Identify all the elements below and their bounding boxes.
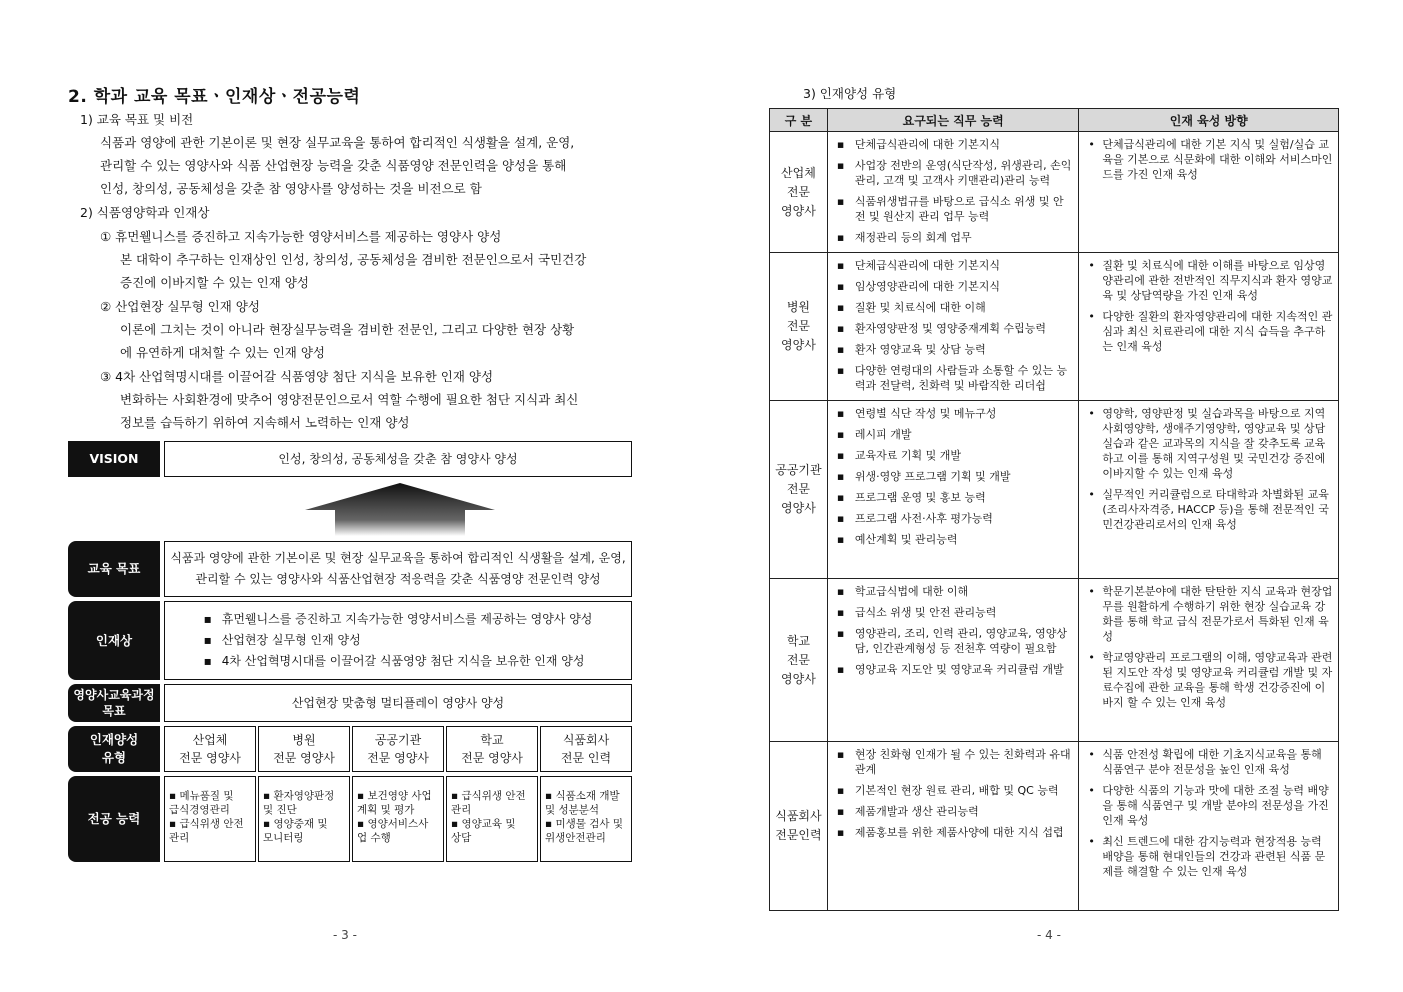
list-item: ▪ 예산계획 및 관리능력 bbox=[833, 532, 1074, 547]
comp-line: ▪ 급식위생 안전 bbox=[169, 818, 244, 830]
type-line: 전문 영양사 bbox=[461, 751, 523, 765]
comp-cell bbox=[540, 776, 632, 862]
comp-line: ▪ 보건영양 사업 bbox=[357, 790, 432, 802]
item-2 bbox=[100, 295, 260, 318]
list-item: ▪ 환자영양판정 및 영양중재계획 수립능력 bbox=[833, 321, 1074, 336]
type-cell bbox=[258, 726, 350, 772]
table-row bbox=[770, 579, 1339, 742]
directions-cell bbox=[1079, 401, 1339, 579]
list-item: ▪ 재정관리 등의 회계 업무 bbox=[833, 230, 1074, 245]
type-line: 전문 인력 bbox=[560, 751, 612, 765]
comp-line: ▪ 미생물 검사 및 bbox=[545, 818, 623, 830]
type-line: 전문 bbox=[786, 319, 811, 333]
comp-line: ▪ 급식위생 안전 bbox=[451, 790, 526, 802]
list-item: • 다양한 질환의 환자영양관리에 대한 지속적인 관심과 최신 치료관리에 대한 지식 습득을 추구하는 인재 육성 bbox=[1084, 309, 1333, 354]
type-line: 전문 영양사 bbox=[367, 751, 429, 765]
sec1-title-block bbox=[80, 108, 193, 131]
list-item: ▪ 연령별 식단 작성 및 메뉴구성 bbox=[833, 406, 1074, 421]
comp-line: 계획 및 평가 bbox=[357, 804, 415, 816]
directions-cell bbox=[1079, 132, 1339, 253]
type-line: 공공기관 bbox=[775, 463, 822, 477]
course-box bbox=[164, 684, 632, 722]
type-line: 식품회사 bbox=[775, 809, 822, 823]
item-2-body bbox=[120, 318, 574, 364]
list-item: • 식품 안전성 확립에 대한 기초지식교육을 통해 식품연구 분야 전문성을 높인 인재 육성 bbox=[1084, 747, 1333, 777]
comp-line: ▪ 식품소재 개발 bbox=[545, 790, 620, 802]
type-line: 전문 영양사 bbox=[179, 751, 241, 765]
type-cell bbox=[770, 401, 828, 579]
header-cell: 요구되는 직무 능력 bbox=[827, 109, 1079, 132]
type-line: 식품회사 bbox=[562, 733, 610, 747]
comp-line: 관리 bbox=[169, 832, 190, 844]
goal-line: 식품과 영양에 관한 기본이론 및 현장 실무교육을 통하여 합리적인 식생활을 설계, 운영, bbox=[170, 551, 626, 565]
page-number: - 4 - bbox=[1037, 928, 1061, 942]
comp-line: 및 성분분석 bbox=[545, 804, 600, 816]
course-label-line: 목표 bbox=[102, 704, 126, 718]
comp-cell bbox=[258, 776, 350, 862]
talent-item: ▪ 4차 산업혁명시대를 이끌어갈 식품영양 첨단 지식을 보유한 인재 양성 bbox=[204, 651, 593, 672]
list-item: ▪ 영양교육 지도안 및 영양교육 커리큘럼 개발 bbox=[833, 662, 1074, 677]
up-arrow-icon bbox=[300, 480, 500, 536]
list-item: ▪ 제품홍보를 위한 제품사양에 대한 지식 섭렵 bbox=[833, 825, 1074, 840]
list-item: ▪ 급식소 위생 및 안전 관리능력 bbox=[833, 605, 1074, 620]
item-line: 변화하는 사회환경에 맞추어 영양전문인으로서 역할 수행에 필요한 첨단 지식과 최신 bbox=[120, 392, 579, 407]
comp-line: 업 수행 bbox=[357, 832, 391, 844]
list-item: • 다양한 식품의 기능과 맛에 대한 조절 능력 배양을 통해 식품연구 및 개발 분야의 전문성을 가진 인재 육성 bbox=[1084, 783, 1333, 828]
list-item: ▪ 다양한 연령대의 사람들과 소통할 수 있는 능력과 전달력, 친화력 및 바람직한 리더쉽 bbox=[833, 363, 1074, 393]
item-1-body bbox=[120, 248, 586, 294]
type-cell bbox=[446, 726, 538, 772]
type-label bbox=[68, 726, 160, 772]
type-line: 전문 영양사 bbox=[273, 751, 335, 765]
type-line: 산업체 bbox=[192, 733, 228, 747]
list-item: • 학교영양관리 프로그램의 이해, 영양교육과 관련된 지도안 작성 및 영양교육 커리큘럼 개발 및 자료수집에 관한 교육을 통해 학생 건강증진에 이바지 할 수 있는 인재 육성 bbox=[1084, 650, 1333, 710]
list-item: • 학문기본분야에 대한 탄탄한 지식 교육과 현장업무를 원활하게 수행하기 위한 현장 실습교육 강화를 통해 학교 급식 전문가로서 특화된 인재 육성 bbox=[1084, 584, 1333, 644]
list-item: ▪ 환자 영양교육 및 상담 능력 bbox=[833, 342, 1074, 357]
directions-cell bbox=[1079, 579, 1339, 742]
table-title: 3) 인재양성 유형 bbox=[803, 86, 897, 101]
type-line: 영양사 bbox=[781, 671, 816, 686]
comp-line: ▪ 메뉴품질 및 bbox=[169, 790, 234, 802]
sec2-title: 2) 식품영양학과 인재상 bbox=[80, 205, 210, 220]
type-cell bbox=[540, 726, 632, 772]
item-line: 본 대학이 추구하는 인재상인 인성, 창의성, 공동체성을 겸비한 전문인으로서 국민건강 bbox=[120, 252, 587, 267]
table-row bbox=[770, 132, 1339, 253]
list-item: ▪ 사업장 전반의 운영(식단작성, 위생관리, 손익관리, 고객 및 고객사 키맨관리)관리 능력 bbox=[833, 158, 1074, 188]
course-label-line: 영양사교육과정 bbox=[73, 688, 155, 702]
course-label bbox=[68, 684, 160, 722]
list-item: ▪ 기본적인 현장 원료 관리, 배합 및 QC 능력 bbox=[833, 783, 1074, 798]
item-title: ③ 4차 산업혁명시대를 이끌어갈 식품영양 첨단 지식을 보유한 인재 양성 bbox=[100, 369, 494, 384]
course-text: 산업현장 맞춤형 멀티플레이 영양사 양성 bbox=[291, 695, 505, 710]
type-line: 전문 bbox=[786, 184, 811, 199]
skills-cell bbox=[827, 253, 1079, 401]
skills-cell bbox=[827, 742, 1079, 911]
header-cell: 인재 육성 방향 bbox=[1079, 109, 1339, 132]
type-line: 학교 bbox=[786, 633, 811, 648]
type-line: 전문 bbox=[786, 652, 811, 667]
talent-box bbox=[164, 601, 632, 680]
list-item: ▪ 프로그램 사전·사후 평가능력 bbox=[833, 511, 1074, 526]
type-line: 산업체 bbox=[781, 165, 816, 180]
list-item: ▪ 프로그램 운영 및 홍보 능력 bbox=[833, 490, 1074, 505]
list-item: • 실무적인 커리큘럼으로 타대학과 차별화된 교육(조리사자격증, HACCP 등)을 통해 전문적인 국민건강관리로서의 인재 육성 bbox=[1084, 487, 1333, 532]
list-item: • 최신 트렌드에 대한 감지능력과 현장적용 능력 배양을 통해 현대인들의 건강과 관련된 식품 문제를 해결할 수 있는 인재 육성 bbox=[1084, 834, 1333, 879]
list-item: • 영양학, 영양판정 및 실습과목을 바탕으로 지역사회영양학, 생애주기영양학, 영양교육 및 상담실습과 같은 교과목의 지식을 잘 갖추도록 교육하고 이를 통해 지역구성원 및 국민건강 증진에 이바지할 수 있는 인재 육성 bbox=[1084, 406, 1333, 481]
comp-line: ▪ 영양교육 및 bbox=[451, 818, 516, 830]
table-row bbox=[770, 742, 1339, 911]
talent-label: 인재상 bbox=[68, 601, 160, 680]
table-row bbox=[770, 253, 1339, 401]
goal-line: 관리할 수 있는 영양사와 식품산업현장 적응력을 갖춘 식품영양 전문인력 양성 bbox=[195, 572, 601, 586]
sec2-title-block bbox=[80, 201, 209, 224]
skills-cell bbox=[827, 401, 1079, 579]
type-line: 병원 bbox=[786, 300, 811, 314]
comp-cell bbox=[164, 776, 256, 862]
list-item: ▪ 제품개발과 생산 관리능력 bbox=[833, 804, 1074, 819]
item-title: ① 휴먼웰니스를 증진하고 지속가능한 영양서비스를 제공하는 영양사 양성 bbox=[100, 229, 502, 244]
comp-line: ▪ 환자영양판정 bbox=[263, 790, 335, 802]
item-3 bbox=[100, 365, 493, 388]
list-item: ▪ 위생·영양 프로그램 기획 및 개발 bbox=[833, 469, 1074, 484]
vision-box bbox=[164, 441, 632, 477]
item-title: ② 산업현장 실무형 인재 양성 bbox=[100, 299, 260, 314]
section-heading: 2. 학과 교육 목표ㆍ인재상ㆍ전공능력 bbox=[68, 87, 361, 107]
talent-type-table bbox=[769, 108, 1339, 911]
type-line: 공공기관 bbox=[374, 733, 422, 747]
directions-cell bbox=[1079, 742, 1339, 911]
item-line: 이론에 그치는 것이 아니라 현장실무능력을 겸비한 전문인, 그리고 다양한 현장 상황 bbox=[120, 322, 575, 337]
header-cell: 구 분 bbox=[770, 109, 828, 132]
talent-item: ▪ 산업현장 실무형 인재 양성 bbox=[204, 630, 593, 651]
sec1-body bbox=[100, 131, 574, 200]
table-header-row bbox=[770, 109, 1339, 132]
sec1-line: 식품과 영양에 관한 기본이론 및 현장 실무교육을 통하여 합리적인 식생활을 설계, 운영, bbox=[100, 135, 575, 150]
item-line: 증진에 이바지할 수 있는 인재 양성 bbox=[120, 275, 309, 290]
list-item: ▪ 단체급식관리에 대한 기본지식 bbox=[833, 258, 1074, 273]
type-line: 전문인력 bbox=[775, 828, 822, 842]
comp-line: ▪ 영양중재 및 bbox=[263, 818, 328, 830]
skills-cell bbox=[827, 132, 1079, 253]
type-line: 학교 bbox=[480, 733, 504, 747]
type-cell bbox=[770, 742, 828, 911]
sec1-title: 1) 교육 목표 및 비전 bbox=[80, 112, 194, 127]
skills-cell bbox=[827, 579, 1079, 742]
type-cell bbox=[164, 726, 256, 772]
type-line: 병원 bbox=[292, 733, 316, 747]
vision-label: VISION bbox=[68, 441, 160, 477]
comp-line: 상담 bbox=[451, 832, 472, 844]
type-line: 영양사 bbox=[781, 203, 816, 218]
directions-cell bbox=[1079, 253, 1339, 401]
list-item: • 질환 및 치료식에 대한 이해를 바탕으로 임상영양관리에 관한 전반적인 직무지식과 환자 영양교육 및 상담역량을 가진 인재 육성 bbox=[1084, 258, 1333, 303]
list-item: ▪ 현장 친화형 인재가 될 수 있는 친화력과 유대관계 bbox=[833, 747, 1074, 777]
item-line: 에 유연하게 대처할 수 있는 인재 양성 bbox=[120, 345, 325, 360]
list-item: ▪ 임상영양관리에 대한 기본지식 bbox=[833, 279, 1074, 294]
sec1-line: 인성, 창의성, 공동체성을 갖춘 참 영양사를 양성하는 것을 비전으로 함 bbox=[100, 181, 482, 196]
item-1 bbox=[100, 225, 501, 248]
page-number: - 3 - bbox=[333, 928, 357, 942]
talent-item: ▪ 휴먼웰니스를 증진하고 지속가능한 영양서비스를 제공하는 영양사 양성 bbox=[204, 609, 593, 630]
type-cell bbox=[770, 253, 828, 401]
vision-text: 인성, 창의성, 공동체성을 갖춘 참 영양사 양성 bbox=[278, 451, 518, 466]
list-item: ▪ 식품위생법규를 바탕으로 급식소 위생 및 안전 및 원산지 관리 업무 능력 bbox=[833, 194, 1074, 224]
list-item: • 단체급식관리에 대한 기본 지식 및 실험/실습 교육을 기본으로 식문화에 대한 이해와 서비스마인드를 가진 인재 육성 bbox=[1084, 137, 1333, 182]
goal-label: 교육 목표 bbox=[68, 541, 160, 597]
list-item: ▪ 교육자료 기획 및 개발 bbox=[833, 448, 1074, 463]
list-item: ▪ 레시피 개발 bbox=[833, 427, 1074, 442]
goal-box bbox=[164, 541, 632, 597]
type-line: 영양사 bbox=[781, 338, 816, 352]
list-item: ▪ 영양관리, 조리, 인력 관리, 영양교육, 영양상담, 인간관계형성 등 전천후 역량이 필요함 bbox=[833, 626, 1074, 656]
comp-cell bbox=[352, 776, 444, 862]
comp-line: 위생안전관리 bbox=[545, 832, 606, 844]
item-3-body bbox=[120, 388, 578, 434]
type-line: 영양사 bbox=[781, 501, 816, 515]
type-cell bbox=[352, 726, 444, 772]
type-label-line: 유형 bbox=[101, 750, 127, 765]
comp-line: 및 진단 bbox=[263, 804, 297, 816]
type-cell bbox=[770, 132, 828, 253]
comp-label: 전공 능력 bbox=[68, 776, 160, 862]
type-label-line: 인재양성 bbox=[89, 732, 139, 747]
item-line: 정보를 습득하기 위하여 지속해서 노력하는 인재 양성 bbox=[120, 415, 410, 430]
left-page bbox=[0, 0, 700, 992]
type-line: 전문 bbox=[786, 482, 811, 496]
list-item: ▪ 질환 및 치료식에 대한 이해 bbox=[833, 300, 1074, 315]
table-row bbox=[770, 401, 1339, 579]
list-item: ▪ 학교급식법에 대한 이해 bbox=[833, 584, 1074, 599]
comp-line: 관리 bbox=[451, 804, 472, 816]
comp-line: ▪ 영양서비스사 bbox=[357, 818, 429, 830]
list-item: ▪ 단체급식관리에 대한 기본지식 bbox=[833, 137, 1074, 152]
type-cell bbox=[770, 579, 828, 742]
comp-line: 급식경영관리 bbox=[169, 804, 230, 816]
comp-line: 모니터링 bbox=[263, 832, 304, 844]
sec1-line: 관리할 수 있는 영양사와 식품 산업현장 능력을 갖춘 식품영양 전문인력을 양성을 통해 bbox=[100, 158, 567, 173]
comp-cell bbox=[446, 776, 538, 862]
